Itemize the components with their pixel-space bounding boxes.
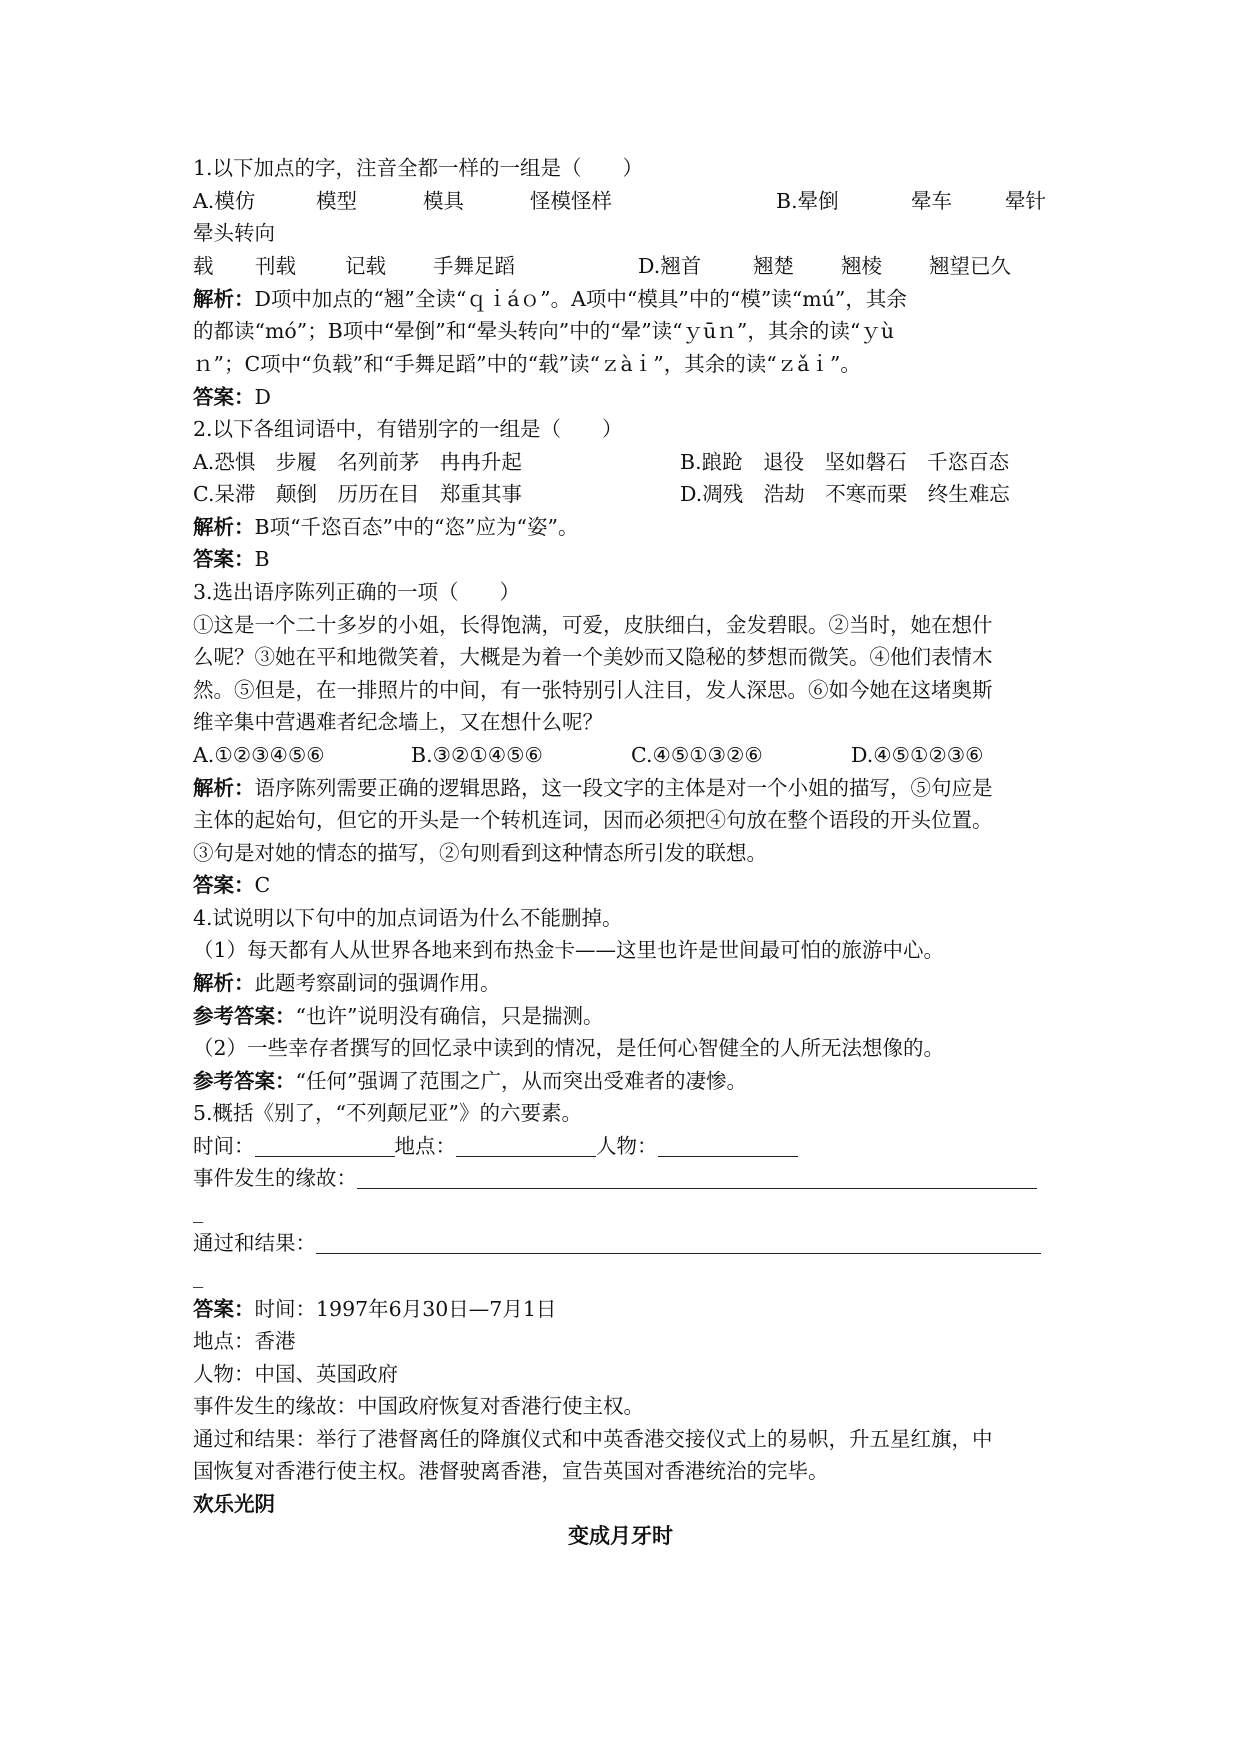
q3-passage-line: ①这是一个二十多岁的小姐，长得饱满，可爱，皮肤细白，金发碧眼。②当时，她在想什: [193, 613, 993, 637]
cause-blank: [357, 1164, 1037, 1189]
q2-analysis: 解析：B项“千恣百态”中的“恣”应为“姿”。: [193, 515, 579, 539]
q5-answer-time: 答案：时间：1997年6月30日—7月1日: [193, 1297, 557, 1321]
q1-option-b: B.晕倒: [776, 189, 839, 213]
reference-answer-label: 参考答案：: [193, 1069, 296, 1093]
q1-option-c-word: 记载: [345, 254, 386, 278]
section-title: 欢乐光阴: [193, 1492, 275, 1516]
q1-option-d-word: 翘棱: [841, 254, 882, 278]
q4-analysis: 解析：此题考察副词的强调作用。: [193, 971, 501, 995]
process-blank: [316, 1229, 1041, 1254]
q1-option-b-word: 晕车: [911, 189, 952, 213]
place-blank: [456, 1132, 596, 1157]
q2-answer: 答案：B: [193, 547, 270, 571]
q1-option-a: A.模仿: [193, 189, 256, 213]
q1-option-b-word: 晕针: [1005, 189, 1046, 213]
q1-option-d-word: 翘望已久: [929, 254, 1011, 278]
q2-stem: 2.以下各组词语中，有错别字的一组是（ ）: [193, 417, 623, 441]
q1-option-a-word: 怪模怪样: [530, 189, 612, 213]
place-label: 地点：: [394, 1134, 456, 1158]
q3-passage-line: 维辛集中营遇难者纪念墙上，又在想什么呢？: [193, 710, 603, 734]
q4-reference-answer-2: 参考答案：“任何”强调了范围之广，从而突出受难者的凄惨。: [193, 1069, 747, 1093]
q3-option-c: C.④⑤①③②⑥: [631, 743, 763, 767]
q3-passage-line: 然。⑤但是，在一排照片的中间，有一张特别引人注目，发人深思。⑥如今她在这堵奥斯: [193, 678, 993, 702]
q2-option-a: A.恐惧 步履 名列前茅 冉冉升起: [193, 450, 522, 474]
q3-option-b: B.③②①④⑤⑥: [411, 743, 543, 767]
answer-label: 答案：: [193, 873, 255, 897]
q4-reference-answer-1: 参考答案：“也许”说明没有确信，只是揣测。: [193, 1004, 604, 1028]
q4-stem: 4.试说明以下句中的加点词语为什么不能删掉。: [193, 906, 623, 930]
q5-answer-process: 通过和结果：举行了港督离任的降旗仪式和中英香港交接仪式上的易帜，升五星红旗，中: [193, 1427, 993, 1451]
reference-answer-label: 参考答案：: [193, 1004, 296, 1028]
q1-option-a-word: 模型: [316, 189, 357, 213]
q3-passage-line: 么呢？③她在平和地微笑着，大概是为着一个美妙而又隐秘的梦想而微笑。④他们表情木: [193, 645, 993, 669]
q2-option-d: D.凋残 浩劫 不寒而栗 终生难忘: [680, 482, 1010, 506]
q5-answer-cause: 事件发生的缘故：中国政府恢复对香港行使主权。: [193, 1394, 644, 1418]
q1-analysis-line: ｎ”；C项中“负载”和“手舞足蹈”中的“载”读“ｚàｉ”，其余的读“ｚǎｉ”。: [193, 352, 861, 376]
q1-analysis-line: 解析：D项中加点的“翘”全读“ｑｉáｏ”。A项中“模具”中的“模”读“mú”，其余: [193, 287, 907, 311]
q4-sentence-1: （1）每天都有人从世界各地来到布热金卡——这里也许是世间最可怕的旅游中心。: [193, 938, 945, 962]
cause-label: 事件发生的缘故：: [193, 1166, 357, 1190]
q5-fill-row: [193, 1130, 798, 1162]
q1-analysis-line: 的都读“mó”；B项中“晕倒”和“晕头转向”中的“晕”读“ｙūｎ”，其余的读“ｙù: [193, 319, 895, 343]
q3-analysis-line: 解析：语序陈列需要正确的逻辑思路，这一段文字的主体是对一个小姐的描写，⑤句应是: [193, 776, 993, 800]
q1-option-d: D.翘首: [638, 254, 702, 278]
q2-option-c: C.呆滞 颠倒 历历在目 郑重其事: [193, 482, 522, 506]
q1-option-d-word: 翘楚: [753, 254, 794, 278]
q5-answer-place: 地点：香港: [193, 1329, 296, 1353]
q3-analysis-line: ③句是对她的情态的描写，②句则看到这种情态所引发的联想。: [193, 841, 767, 865]
q2-option-b: B.踉跄 退役 坚如磐石 千恣百态: [680, 450, 1010, 474]
process-label: 通过和结果：: [193, 1231, 316, 1255]
analysis-label: 解析：: [193, 971, 255, 995]
q1-option-c-word: 载: [193, 254, 214, 278]
q5-cause-row: [193, 1162, 1037, 1194]
people-blank: [658, 1132, 798, 1157]
time-label: 时间：: [193, 1134, 255, 1158]
analysis-label: 解析：: [193, 515, 255, 539]
q1-stem: 1.以下加点的字，注音全都一样的一组是（ ）: [193, 156, 644, 180]
q5-cause-wrap: _: [193, 1199, 204, 1223]
q5-process-wrap: _: [193, 1264, 204, 1288]
analysis-label: 解析：: [193, 776, 255, 800]
answer-label: 答案：: [193, 385, 255, 409]
q5-answer-process: 国恢复对香港行使主权。港督驶离香港，宣告英国对香港统治的完毕。: [193, 1459, 829, 1483]
analysis-label: 解析：: [193, 287, 255, 311]
q5-answer-people: 人物：中国、英国政府: [193, 1362, 398, 1386]
answer-label: 答案：: [193, 1297, 255, 1321]
q5-process-row: [193, 1227, 1041, 1259]
time-blank: [255, 1132, 395, 1157]
q1-option-c-word: 手舞足蹈: [433, 254, 515, 278]
q3-analysis-line: 主体的起始句，但它的开头是一个转机连词，因而必须把④句放在整个语段的开头位置。: [193, 808, 993, 832]
q1-option-b-wrap: 晕头转向: [193, 221, 275, 245]
q1-answer: 答案：D: [193, 385, 271, 409]
story-title: 变成月牙时: [568, 1524, 673, 1548]
q1-option-a-word: 模具: [423, 189, 464, 213]
q3-answer: 答案：C: [193, 873, 271, 897]
q1-option-c-word: 刊载: [255, 254, 296, 278]
q5-stem: 5.概括《别了，“不列颠尼亚”》的六要素。: [193, 1101, 583, 1125]
people-label: 人物：: [596, 1134, 658, 1158]
q3-stem: 3.选出语序陈列正确的一项（ ）: [193, 580, 521, 604]
q3-option-a: A.①②③④⑤⑥: [193, 743, 325, 767]
q3-option-d: D.④⑤①②③⑥: [851, 743, 984, 767]
q4-sentence-2: （2）一些幸存者撰写的回忆录中读到的情况，是任何心智健全的人所无法想像的。: [193, 1036, 945, 1060]
answer-label: 答案：: [193, 547, 255, 571]
